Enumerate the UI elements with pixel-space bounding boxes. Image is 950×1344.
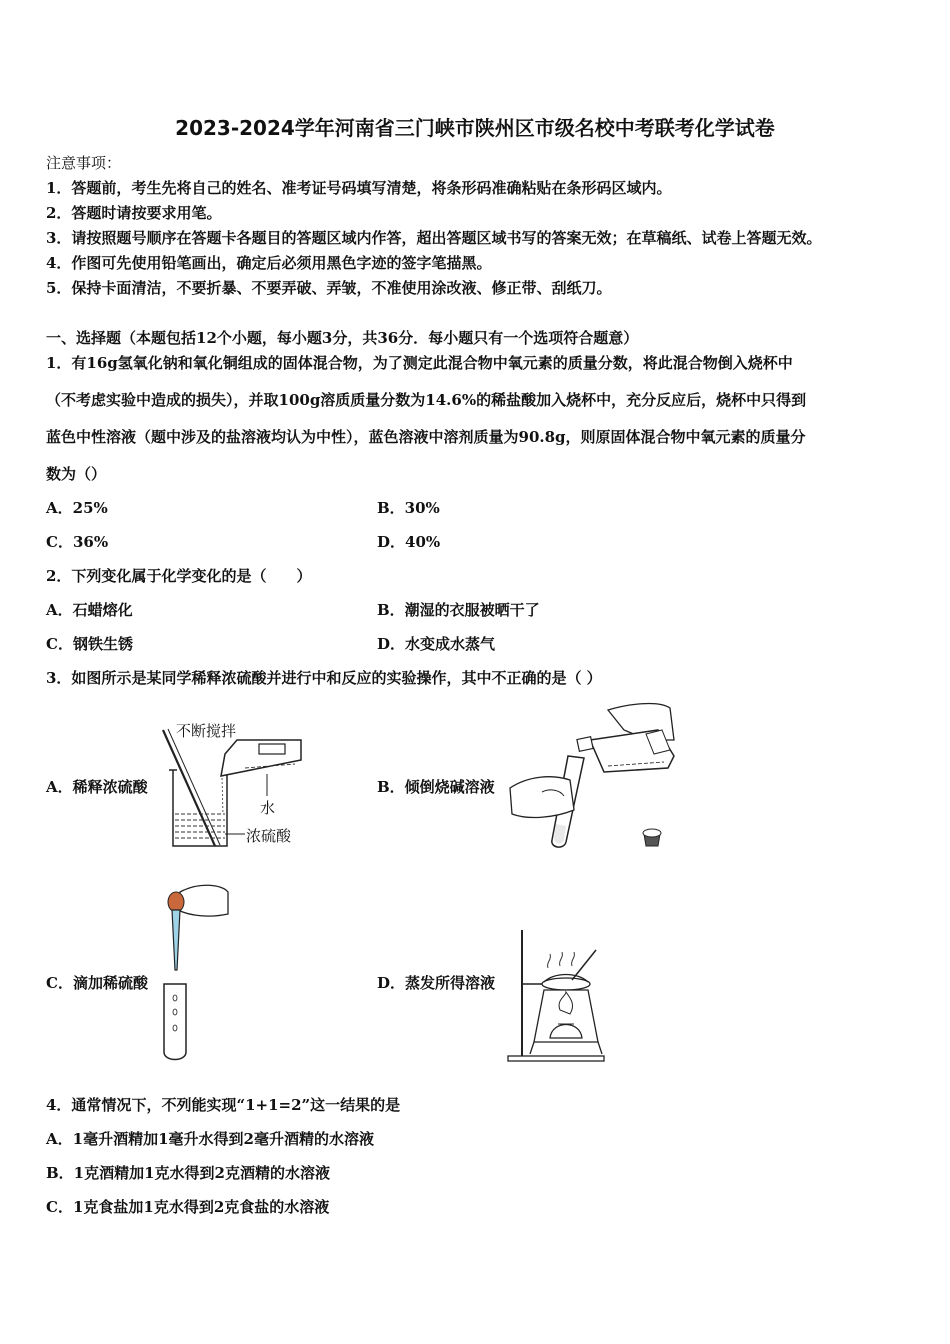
q1-option-a: A．25% <box>46 499 108 517</box>
notice-item: 1．答题前，考生先将自己的姓名、准考证号码填写清楚，将条形码准确粘贴在条形码区域内。 <box>46 179 672 197</box>
question-1-line: 蓝色中性溶液（题中涉及的盐溶液均认为中性），蓝色溶液中溶剂质量为90.8g，则原固体混合物中氧元素的质量分 <box>46 428 806 446</box>
notice-heading: 注意事项： <box>46 154 122 172</box>
q3-option-b: B．倾倒烧碱溶液 <box>377 778 495 796</box>
section-heading: 一、选择题（本题包括12个小题，每小题3分，共36分．每小题只有一个选项符合题意） <box>46 329 639 347</box>
notice-item: 5．保持卡面清洁，不要折暴、不要弄破、弄皱，不准使用涂改液、修正带、刮纸刀。 <box>46 279 612 297</box>
question-1-line: 1．有16g氢氧化钠和氧化铜组成的固体混合物，为了测定此混合物中氧元素的质量分数，将此混合物倒入烧杯中 <box>46 354 793 372</box>
q4-option-c: C．1克食盐加1克水得到2克食盐的水溶液 <box>46 1198 330 1216</box>
figure-evaporate <box>500 920 610 1065</box>
q1-option-c: C．36% <box>46 533 109 551</box>
page-title: 2023-2024学年河南省三门峡市陕州区市级名校中考联考化学试卷 <box>175 116 775 140</box>
notice-item: 4．作图可先使用铅笔画出，确定后必须用黑色字迹的签字笔描黑。 <box>46 254 492 272</box>
label-acid: 浓硫酸 <box>246 827 292 845</box>
question-3-stem: 3．如图所示是某同学稀释浓硫酸并进行中和反应的实验操作，其中不正确的是（ ） <box>46 669 602 687</box>
q4-option-a: A．1毫升酒精加1毫升水得到2毫升酒精的水溶液 <box>46 1130 374 1148</box>
q2-option-c: C．钢铁生锈 <box>46 635 133 653</box>
q3-option-c: C．滴加稀硫酸 <box>46 974 148 992</box>
q1-option-b: B．30% <box>377 499 440 517</box>
q2-option-d: D．水变成水蒸气 <box>377 635 496 653</box>
notice-item: 3．请按照题号顺序在答题卡各题目的答题区域内作答，超出答题区域书写的答案无效；在草稿纸、试卷上答题无效。 <box>46 229 822 247</box>
q2-option-a: A．石蜡熔化 <box>46 601 133 619</box>
question-2-stem: 2．下列变化属于化学变化的是（ ） <box>46 567 312 585</box>
q2-option-b: B．潮湿的衣服被晒干了 <box>377 601 540 619</box>
label-water: 水 <box>260 799 276 817</box>
figure-pour-solution <box>508 700 678 850</box>
question-1-line: （不考虑实验中造成的损失），并取100g溶质质量分数为14.6%的稀盐酸加入烧杯中，充分反应后，烧杯中只得到 <box>46 391 807 409</box>
question-4-stem: 4．通常情况下，不列能实现“1+1=2”这一结果的是 <box>46 1096 401 1114</box>
q3-option-d: D．蒸发所得溶液 <box>377 974 496 992</box>
notice-item: 2．答题时请按要求用笔。 <box>46 204 222 222</box>
q4-option-b: B．1克酒精加1克水得到2克酒精的水溶液 <box>46 1164 330 1182</box>
label-stir: 不断搅拌 <box>176 722 237 740</box>
figure-drop-acid <box>150 880 240 1065</box>
question-1-line: 数为（） <box>46 465 107 483</box>
q3-option-a: A．稀释浓硫酸 <box>46 778 148 796</box>
q1-option-d: D．40% <box>377 533 441 551</box>
